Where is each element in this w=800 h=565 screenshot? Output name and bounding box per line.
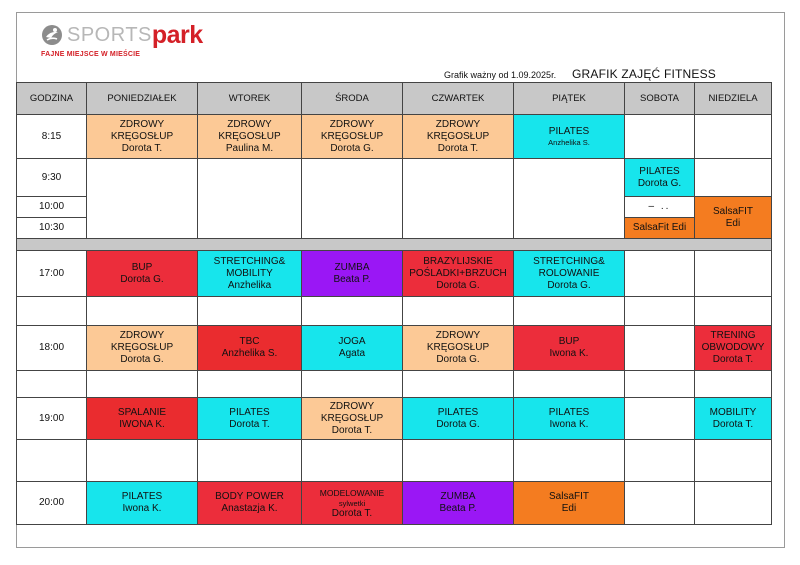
time-cell: 10:00 [17, 197, 87, 218]
empty-cell [17, 371, 87, 398]
class-name: ZUMBA [440, 491, 476, 502]
class-name: PILATES [548, 406, 590, 418]
class-name: SalsaFIT [548, 491, 589, 502]
column-header: SOBOTA [625, 83, 695, 115]
class-name: ZDROWY KRĘGOSŁUP [426, 118, 490, 142]
table-row [17, 251, 772, 297]
empty-cell [403, 297, 514, 326]
class-cell [514, 398, 625, 440]
validity-note: Grafik ważny od 1.09.2025r. [444, 70, 557, 80]
time-cell: 18:00 [17, 326, 87, 371]
class-coach: Paulina M. [225, 142, 274, 154]
runner-logo-icon [41, 24, 63, 46]
class-coach: Dorota G. [436, 279, 480, 291]
class-name: BUP [131, 261, 153, 273]
empty-cell [695, 482, 772, 525]
column-header: ŚRODA [302, 83, 403, 115]
class-cell: SalsaFit Edi [625, 218, 695, 239]
empty-cell [302, 297, 403, 326]
empty-cell [198, 297, 302, 326]
class-name: BUP [558, 336, 580, 347]
class-coach: Beata P. [439, 503, 477, 514]
class-coach: Dorota G. [436, 354, 480, 365]
empty-cell [625, 251, 695, 297]
table-row [17, 297, 772, 326]
class-name: JOGA [338, 336, 366, 347]
class-coach: Dorota G. [120, 354, 164, 365]
class-name: ZDROWY KRĘGOSŁUP [110, 118, 174, 142]
class-name: ZDROWY KRĘGOSŁUP [320, 118, 384, 142]
empty-cell [87, 159, 198, 239]
class-coach: Edi [725, 217, 741, 229]
class-coach: Dorota G. [637, 177, 682, 189]
class-cell [87, 482, 198, 525]
schedule-title: GRAFIK ZAJĘĆ FITNESS [572, 67, 717, 81]
empty-cell [625, 440, 695, 482]
class-cell [403, 251, 514, 297]
column-header: NIEDZIELA [695, 83, 772, 115]
class-cell [514, 251, 625, 297]
table-row [17, 159, 772, 197]
class-cell [87, 398, 198, 440]
class-coach: Agata [338, 348, 366, 359]
empty-cell [403, 440, 514, 482]
empty-cell [625, 482, 695, 525]
class-cell [514, 482, 625, 525]
class-cell [695, 326, 772, 371]
table-row [17, 326, 772, 371]
class-name: MODELOWANIE [319, 487, 385, 498]
class-coach: Edi [561, 503, 577, 514]
time-cell: 9:30 [17, 159, 87, 197]
class-coach: Anzhelika S. [221, 348, 278, 359]
logo-park-text: park [151, 20, 203, 49]
class-name: BRAZYLIJSKIE POŚLADKI+BRZUCH [409, 255, 507, 279]
class-cell [403, 115, 514, 159]
empty-cell [198, 371, 302, 398]
time-cell: 20:00 [17, 482, 87, 525]
class-name: ZDROWY KRĘGOSŁUP [320, 400, 384, 424]
column-header: CZWARTEK [403, 83, 514, 115]
separator-bar [17, 239, 772, 251]
class-name: BODY POWER [215, 491, 284, 502]
class-name: ZUMBA [334, 261, 370, 273]
empty-cell [625, 371, 695, 398]
empty-cell [87, 371, 198, 398]
class-name: PILATES [437, 406, 479, 418]
logo-tagline: FAJNE MIEJSCE W MIEŚCIE [41, 51, 141, 58]
empty-cell [403, 159, 514, 239]
empty-cell [302, 159, 403, 239]
class-name: PILATES [639, 165, 680, 177]
class-coach: Dorota T. [712, 354, 754, 365]
class-name: ZDROWY KRĘGOSŁUP [426, 330, 490, 353]
class-cell [403, 398, 514, 440]
empty-cell [695, 297, 772, 326]
class-name: STRETCHING& ROLOWANIE [533, 255, 605, 279]
time-cell: 17:00 [17, 251, 87, 297]
empty-cell [625, 398, 695, 440]
class-coach: Beata P. [333, 273, 371, 285]
time-cell: 19:00 [17, 398, 87, 440]
class-cell [198, 326, 302, 371]
column-header: GODZINA [17, 83, 87, 115]
class-subtitle: sylwetki [338, 498, 366, 508]
empty-cell [514, 159, 625, 239]
empty-cell [695, 251, 772, 297]
header-row [17, 83, 772, 115]
empty-cell [695, 371, 772, 398]
empty-cell [625, 297, 695, 326]
table-row [17, 440, 772, 482]
class-cell [302, 482, 403, 525]
class-name: ZDROWY KRĘGOSŁUP [218, 118, 281, 142]
class-cell [514, 115, 625, 159]
table-row [17, 482, 772, 525]
class-name: SalsaFIT [712, 205, 753, 217]
class-cell [302, 398, 403, 440]
schedule-table [16, 82, 772, 525]
class-coach: Anastazja K. [221, 503, 278, 514]
class-cell [87, 115, 198, 159]
empty-cell [625, 115, 695, 159]
class-coach: IWONA K. [119, 418, 165, 430]
class-coach: Dorota T. [331, 507, 373, 519]
class-cell [198, 115, 302, 159]
time-cell: 10:30 [17, 218, 87, 239]
table-row [17, 115, 772, 159]
class-name: MOBILITY [709, 406, 757, 418]
class-cell [302, 251, 403, 297]
empty-cell [695, 115, 772, 159]
class-cell [302, 115, 403, 159]
empty-cell [87, 297, 198, 326]
class-cell [87, 251, 198, 297]
class-coach: Anzhelika [227, 279, 272, 291]
empty-cell [17, 440, 87, 482]
class-coach: Iwona K. [549, 348, 589, 359]
empty-cell [625, 326, 695, 371]
class-coach: Dorota G. [330, 142, 374, 154]
class-coach: Dorota T. [331, 424, 373, 436]
empty-cell [514, 371, 625, 398]
class-cell [198, 251, 302, 297]
separator-row [17, 239, 772, 251]
class-cell [625, 159, 695, 197]
class-cell [695, 197, 772, 239]
empty-cell [302, 440, 403, 482]
empty-cell [302, 371, 403, 398]
empty-cell [695, 440, 772, 482]
empty-cell [695, 159, 772, 197]
logo-sports-text: SPORTS [67, 23, 152, 46]
class-coach: Dorota T. [229, 418, 270, 430]
class-cell [514, 326, 625, 371]
empty-cell [403, 371, 514, 398]
class-cell [87, 326, 198, 371]
column-header: PONIEDZIAŁEK [87, 83, 198, 115]
class-name: PILATES [229, 406, 270, 418]
class-name: TBC [239, 336, 260, 347]
class-coach: Dorota G. [120, 273, 164, 285]
class-cell [302, 326, 403, 371]
class-coach: Iwona K. [122, 503, 162, 514]
class-cell: – .. [625, 197, 695, 218]
empty-cell [198, 159, 302, 239]
class-name: PILATES [548, 126, 590, 137]
empty-cell [198, 440, 302, 482]
empty-cell [17, 297, 87, 326]
class-name: ZDROWY KRĘGOSŁUP [110, 330, 174, 353]
empty-cell [514, 440, 625, 482]
class-name: STRETCHING& MOBILITY [213, 255, 286, 279]
table-row [17, 398, 772, 440]
class-coach: Dorota T. [712, 418, 754, 430]
column-header: WTOREK [198, 83, 302, 115]
table-row [17, 371, 772, 398]
time-cell: 8:15 [17, 115, 87, 159]
class-coach: Dorota T. [437, 142, 479, 154]
empty-cell [514, 297, 625, 326]
class-coach: Iwona K. [549, 418, 589, 430]
class-name: SPALANIE [117, 406, 167, 418]
column-header: PIĄTEK [514, 83, 625, 115]
class-coach: Dorota T. [121, 142, 163, 154]
class-coach: Dorota G. [547, 279, 591, 291]
class-coach: Anzhelika S. [548, 138, 590, 147]
class-cell [198, 482, 302, 525]
class-coach: Dorota G. [436, 418, 480, 430]
class-name: PILATES [121, 491, 163, 502]
class-cell [403, 326, 514, 371]
class-cell [403, 482, 514, 525]
class-name: TRENING OBWODOWY [701, 330, 765, 353]
sportspark-logo [41, 22, 203, 48]
class-cell [198, 398, 302, 440]
class-cell [695, 398, 772, 440]
empty-cell [87, 440, 198, 482]
